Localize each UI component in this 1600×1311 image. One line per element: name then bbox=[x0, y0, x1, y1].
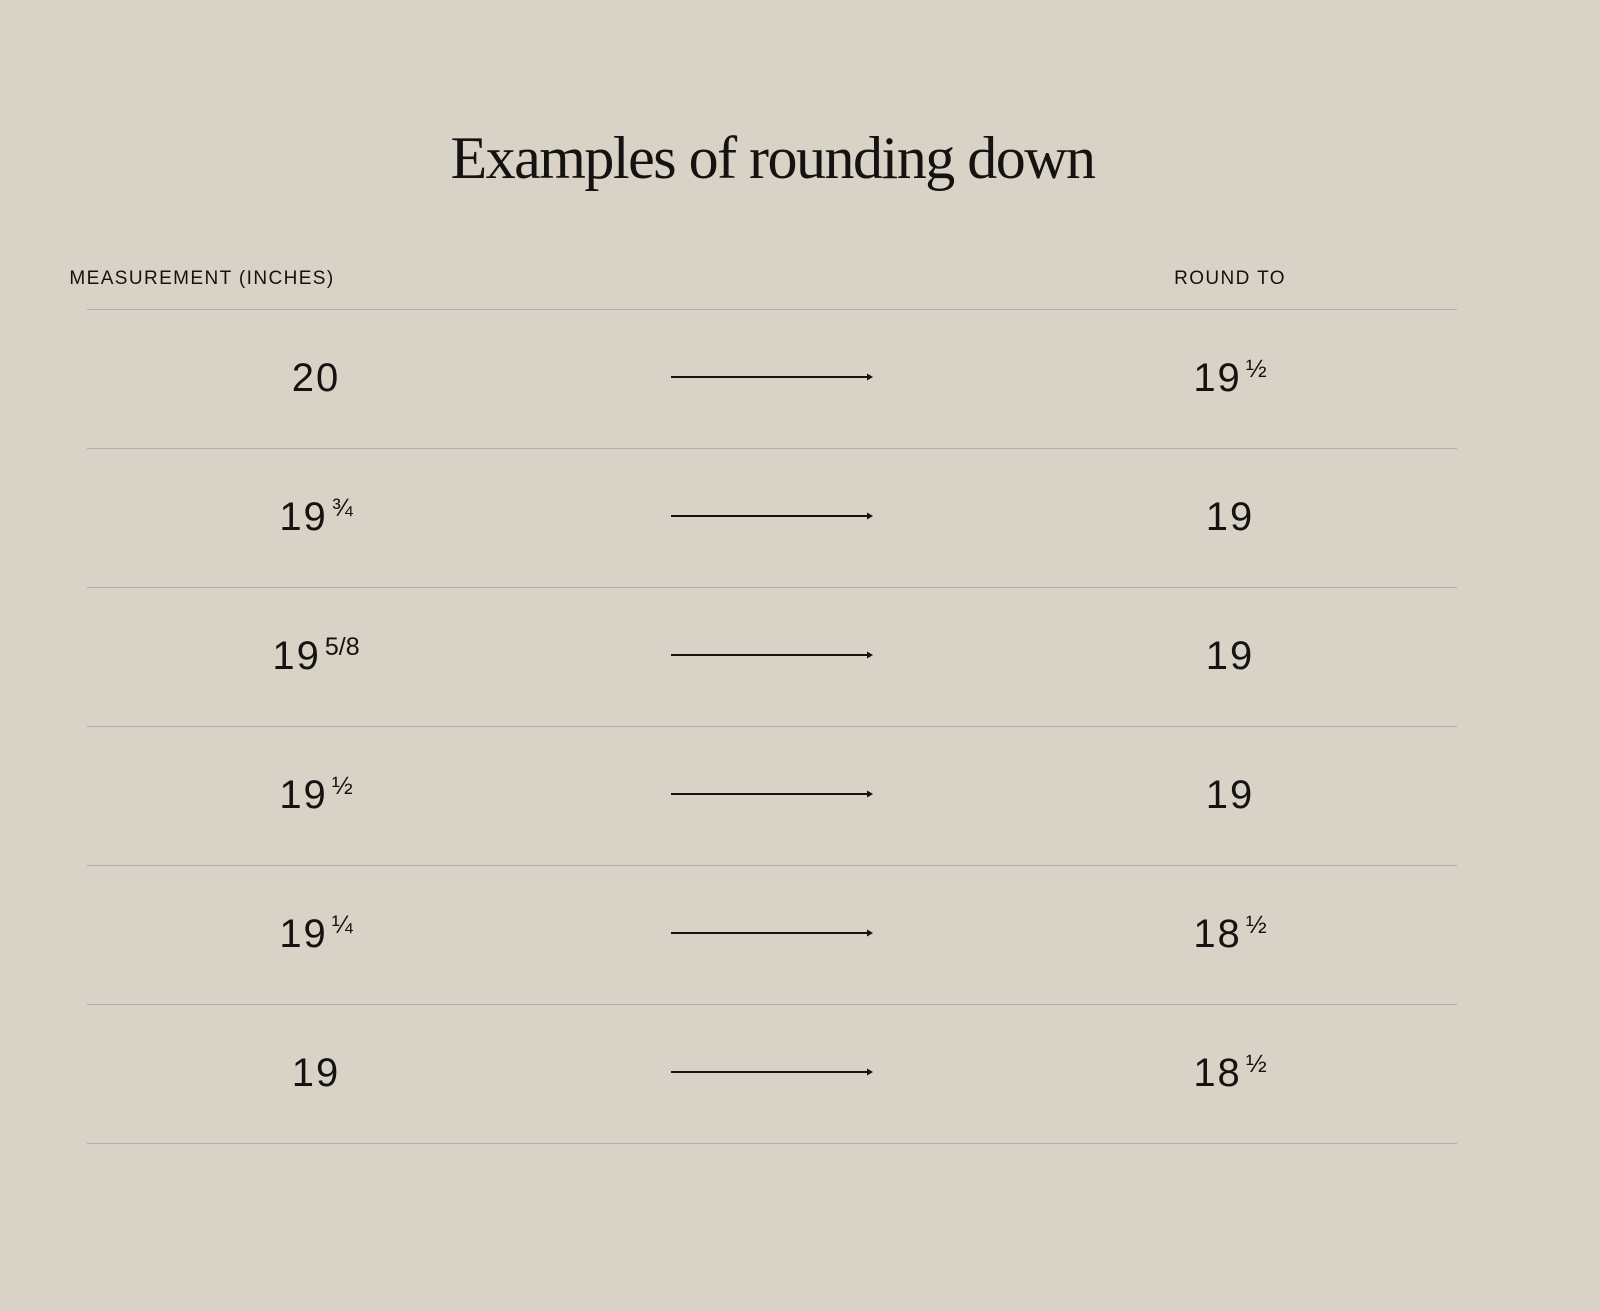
round-to-whole: 19 bbox=[1205, 634, 1255, 678]
measurement-cell bbox=[116, 633, 516, 688]
measurement-cell bbox=[116, 355, 516, 410]
round-to-fraction: ½ bbox=[1245, 355, 1267, 383]
column-header-measurement: MEASUREMENT (INCHES) bbox=[69, 268, 335, 289]
measurement-fraction: 5/8 bbox=[324, 633, 360, 661]
table-row bbox=[87, 1005, 1457, 1144]
measurement-whole: 19 bbox=[279, 773, 328, 817]
arrow-right-icon bbox=[671, 649, 876, 661]
measurement-whole: 20 bbox=[291, 356, 341, 400]
round-to-cell bbox=[1030, 494, 1430, 549]
arrow-right-icon bbox=[671, 788, 876, 800]
column-header-round-to: ROUND TO bbox=[1174, 268, 1286, 289]
round-to-cell bbox=[1030, 772, 1430, 827]
measurement-whole: 19 bbox=[279, 495, 328, 539]
measurement-whole: 19 bbox=[272, 634, 321, 678]
round-to-cell bbox=[1030, 911, 1430, 966]
table-body bbox=[87, 310, 1457, 1144]
arrow-right-icon bbox=[671, 371, 876, 383]
round-to-cell bbox=[1030, 1050, 1430, 1105]
table-row bbox=[87, 449, 1457, 588]
page-title: Examples of rounding down bbox=[450, 125, 1095, 191]
table-row bbox=[87, 588, 1457, 727]
table-row bbox=[87, 310, 1457, 449]
table-row bbox=[87, 727, 1457, 866]
measurement-whole: 19 bbox=[291, 1051, 341, 1095]
rounding-table bbox=[69, 258, 1457, 1144]
measurement-cell bbox=[116, 911, 516, 966]
measurement-fraction: ¾ bbox=[331, 494, 353, 522]
round-to-whole: 18 bbox=[1193, 1051, 1242, 1095]
arrow-right-icon bbox=[671, 510, 876, 522]
round-to-fraction: ½ bbox=[1245, 911, 1267, 939]
round-to-cell bbox=[1030, 355, 1430, 410]
measurement-cell bbox=[116, 494, 516, 549]
measurement-fraction: ¼ bbox=[331, 911, 353, 939]
arrow-right-icon bbox=[671, 927, 876, 939]
round-to-fraction: ½ bbox=[1245, 1050, 1267, 1078]
round-to-cell bbox=[1030, 633, 1430, 688]
round-to-whole: 18 bbox=[1193, 912, 1242, 956]
measurement-cell bbox=[116, 1050, 516, 1105]
round-to-whole: 19 bbox=[1205, 773, 1255, 817]
measurement-whole: 19 bbox=[279, 912, 328, 956]
measurement-cell bbox=[116, 772, 516, 827]
measurement-fraction: ½ bbox=[331, 772, 353, 800]
round-to-whole: 19 bbox=[1193, 356, 1242, 400]
round-to-whole: 19 bbox=[1205, 495, 1255, 539]
table-header bbox=[69, 258, 1457, 310]
arrow-right-icon bbox=[671, 1066, 876, 1078]
table-row bbox=[87, 866, 1457, 1005]
